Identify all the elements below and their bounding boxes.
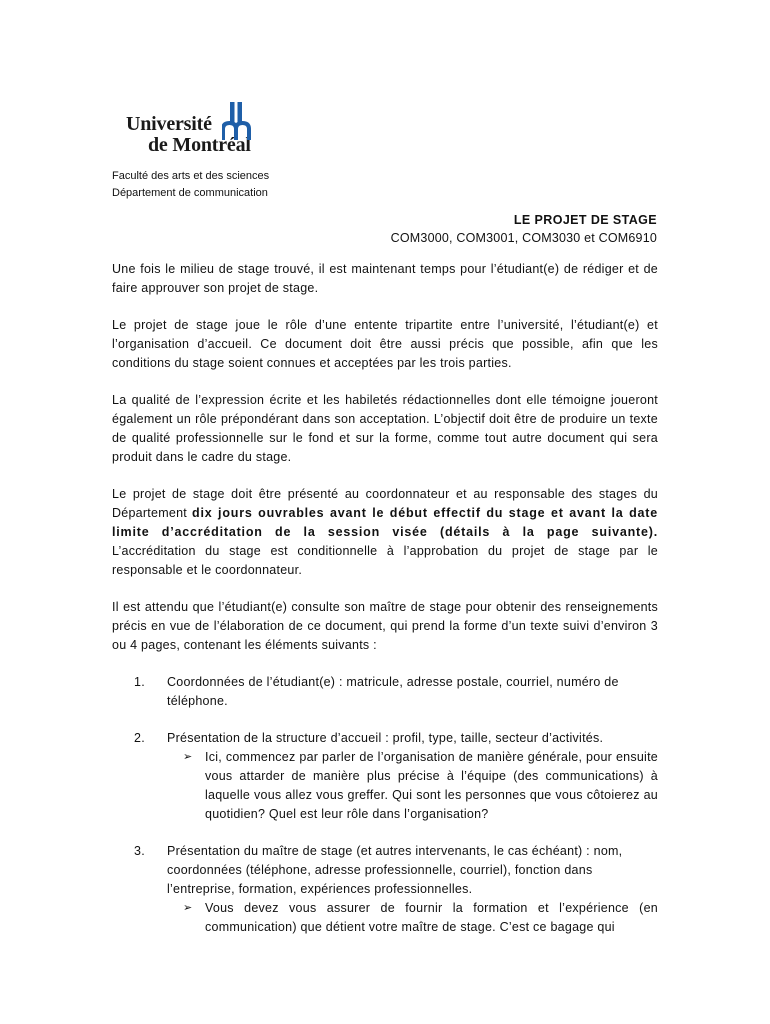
logo-line-2: de Montréal [148,134,251,156]
document-body [112,260,658,955]
sub-item [167,899,658,937]
paragraph-1: Une fois le milieu de stage trouvé, il est maintenant temps pour l’étudiant(e) de rédiger et de faire approuver son projet de stage. [112,262,658,295]
list-item-text: Coordonnées de l’étudiant(e) : matricule, adresse postale, courriel, numéro de téléphone. [167,675,619,708]
department-name: Département de communication [112,187,268,199]
paragraph-4-start: Le projet de stage doit être présenté au coordonnateur et au responsable des stages du Département [112,487,658,520]
sub-item-text: Vous devez vous assurer de fournir la formation et l’expérience (en communication) que détient votre maître de stage. C’est ce bagage qui [205,901,658,934]
course-codes: COM3000, COM3001, COM3030 et COM6910 [390,231,657,245]
deadline-emphasis: dix jours ouvrables avant le début effectif du stage et avant la date limite d’accréditation de la session visée (détails à la page suivante). [112,506,658,539]
affiliation-block [112,168,269,202]
paragraph-3: La qualité de l’expression écrite et les habiletés rédactionnelles dont elle témoigne joueront également un rôle prépondérant dans son acceptation. L’objectif doit être de produire un texte de qualité professionnelle sur le fond et sur la forme, comme tout autre document qui sera produit dans le cadre du stage. [112,393,658,464]
arrowhead-bullet-icon: ➢ [183,902,193,914]
sub-item-text: Ici, commencez par parler de l’organisation de manière générale, pour ensuite vous attarder de manière plus précise à l’équipe (des communications) à laquelle vous allez vous greffer. Qui sont les personnes que vous côtoierez au quotidien? Quel est leur rôle dans l’organisation? [205,750,658,821]
logo-line-1: Université [126,113,212,135]
paragraph-4 [112,485,658,580]
list-item-number: 2. [134,731,145,745]
list-item [112,842,658,937]
list-item [112,673,658,711]
sub-item [167,748,658,824]
paragraph-5: Il est attendu que l’étudiant(e) consulte son maître de stage pour obtenir des renseignements précis en vue de l’élaboration de ce document, qui prend la forme d’un texte suivi d’environ 3 ou 4 pages, contenant les éléments suivants : [112,600,658,652]
university-logo [126,102,266,158]
list-item-number: 3. [134,844,145,858]
list-item-text: Présentation de la structure d’accueil : profil, type, taille, secteur d’activités. [167,731,604,745]
paragraph-2: Le projet de stage joue le rôle d’une entente tripartite entre l’université, l’étudiant(e) et l’organisation d’accueil. Ce document doit être aussi précis que possible, afin que les conditions du stage soient connues et acceptées par les trois parties. [112,318,658,370]
paragraph-4-end: L’accréditation du stage est conditionnelle à l’approbation du projet de stage par le responsable et le coordonnateur. [112,544,658,577]
list-item-text: Présentation du maître de stage (et autres intervenants, le cas échéant) : nom, coordonnées (téléphone, adresse professionnelle, courriel), fonction dans l’entreprise, formation, expériences professionnelles. [167,844,623,896]
faculty-name: Faculté des arts et des sciences [112,170,270,182]
list-item-number: 1. [134,675,145,689]
title-block [391,211,657,247]
document-title: LE PROJET DE STAGE [513,213,657,227]
arrowhead-bullet-icon: ➢ [183,751,193,763]
udem-logo-icon [222,102,252,142]
list-item [112,729,658,824]
